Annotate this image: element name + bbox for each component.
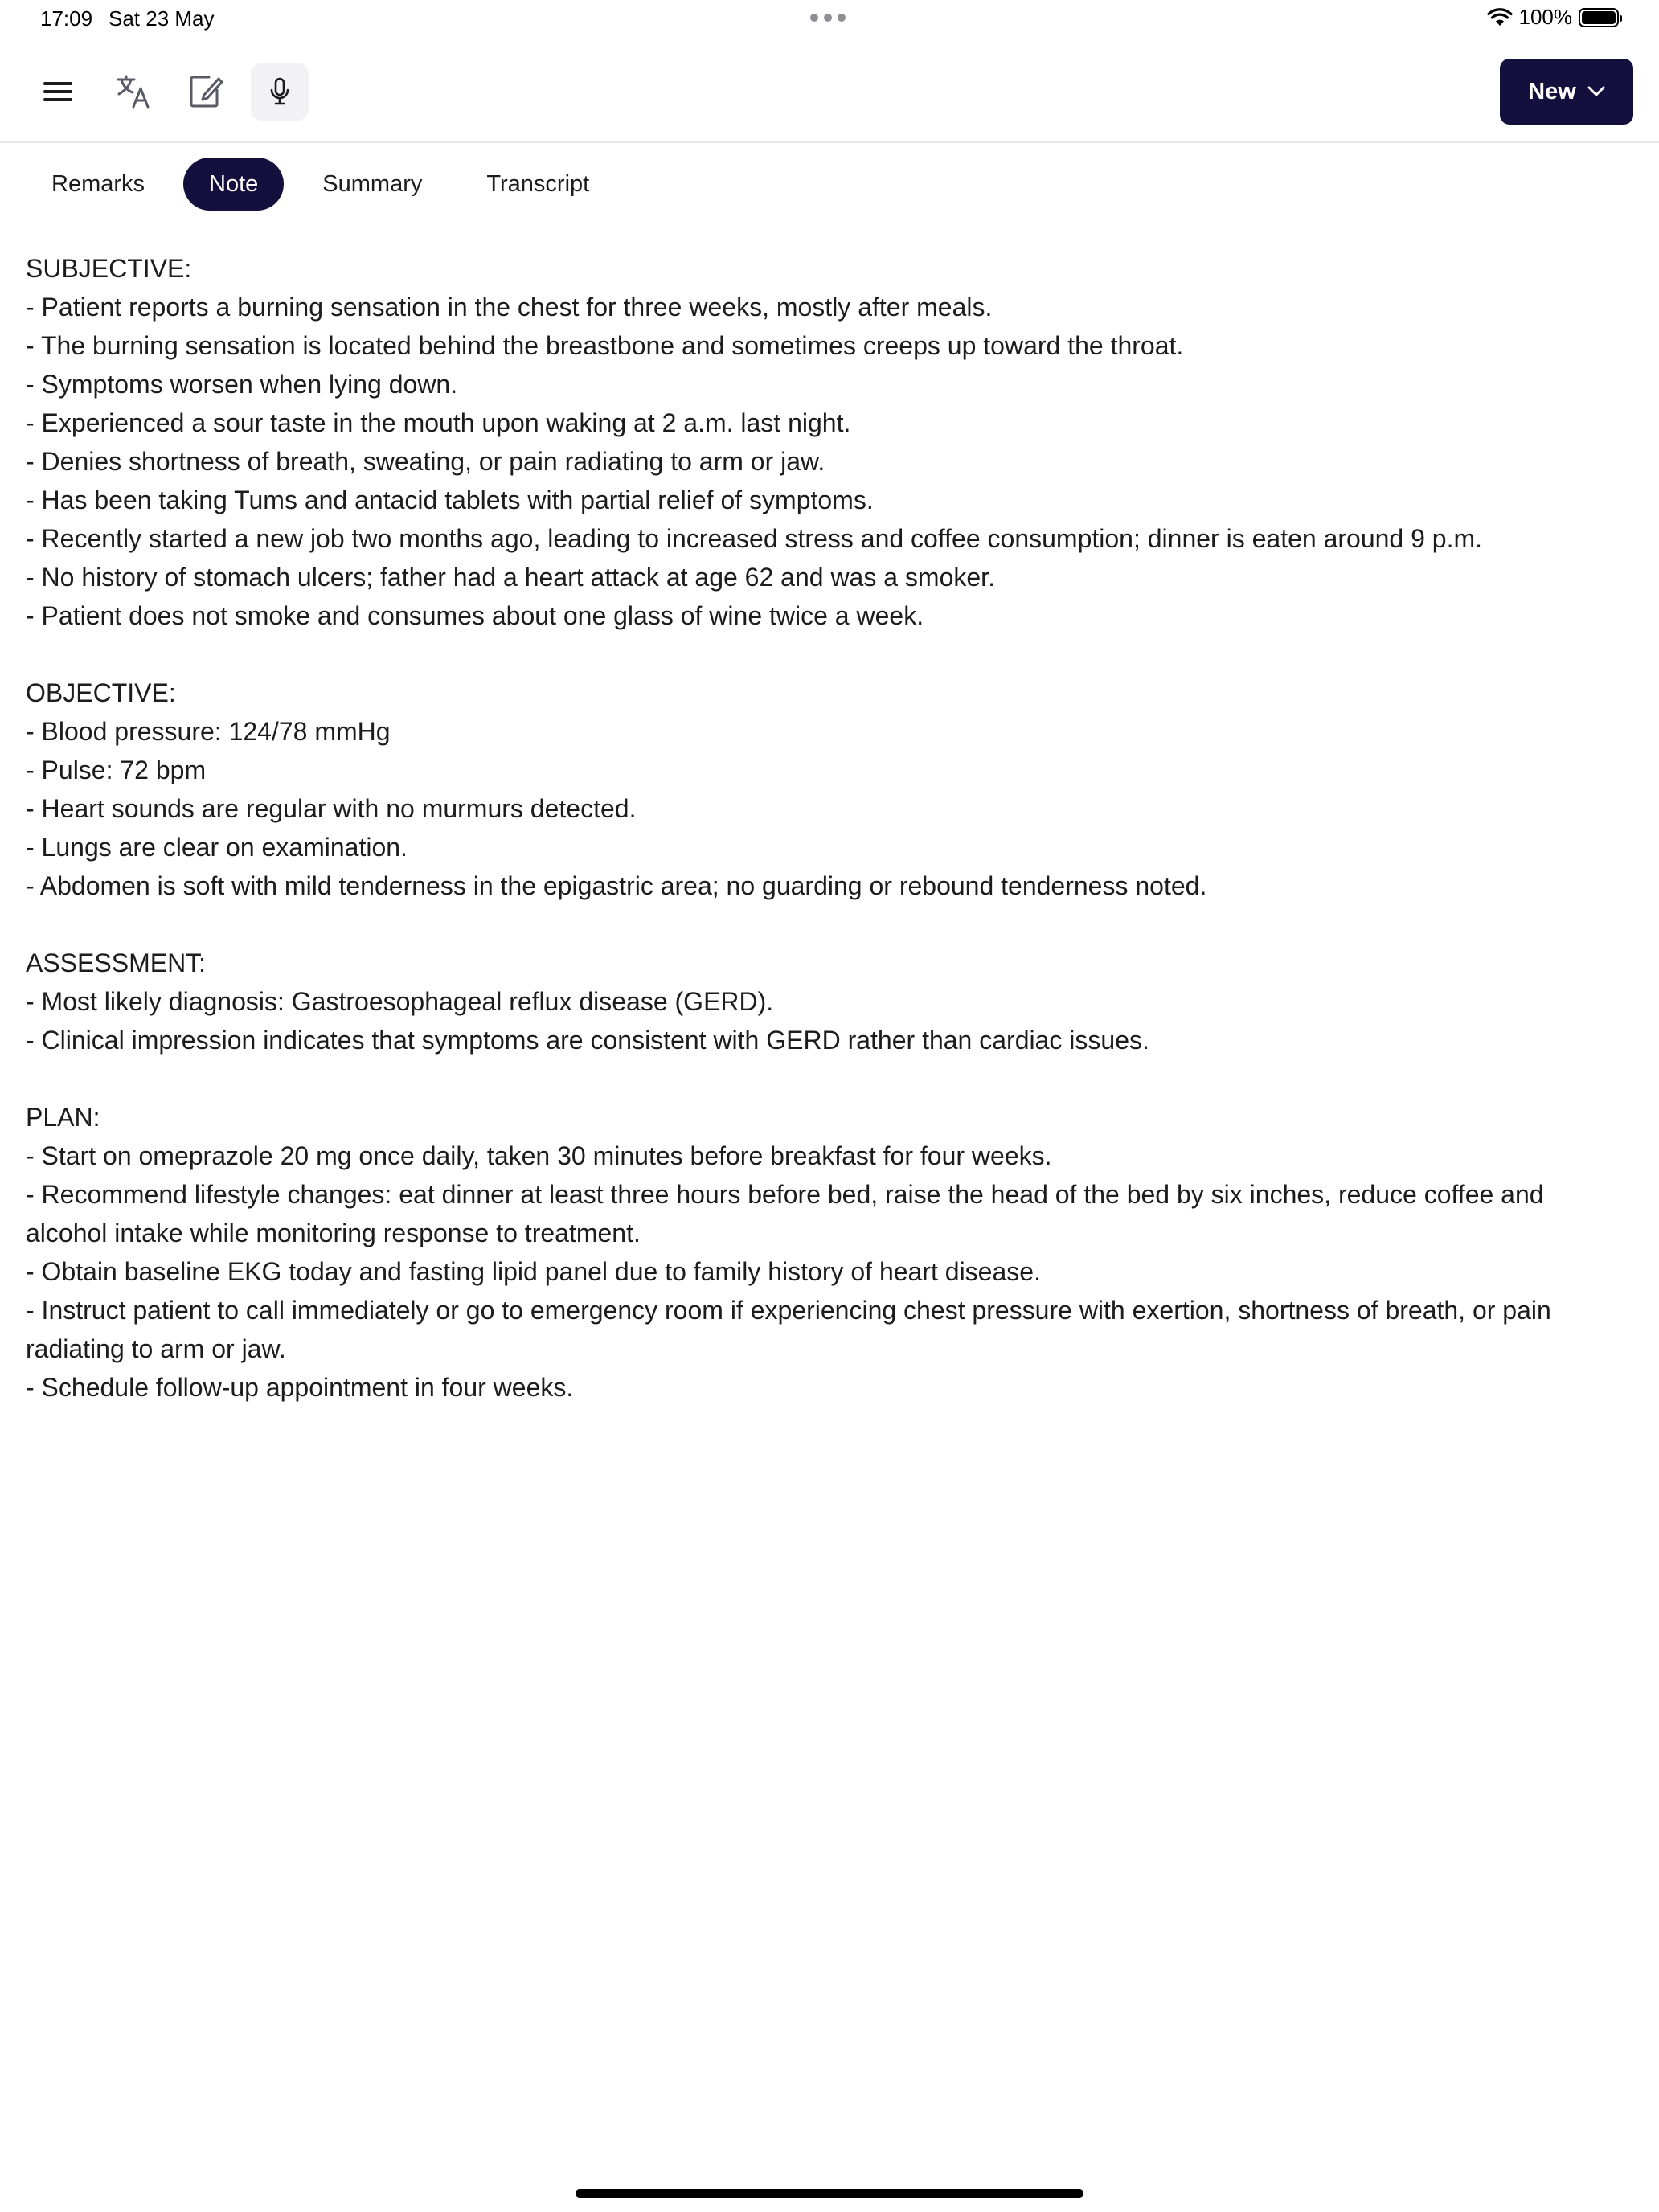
section-objective [26, 674, 1625, 905]
note-line: - Start on omeprazole 20 mg once daily, taken 30 minutes before breakfast for four weeks. [26, 1141, 1052, 1170]
tab-note[interactable]: Note [183, 158, 284, 211]
new-button-label: New [1528, 78, 1576, 104]
battery-icon [1579, 8, 1619, 27]
home-indicator[interactable] [576, 2189, 1083, 2198]
tab-transcript[interactable]: Transcript [486, 170, 590, 197]
chevron-down-icon [1587, 86, 1605, 97]
status-time: 17:09 [40, 6, 93, 31]
battery-percentage: 100% [1518, 5, 1572, 29]
note-line: - Patient reports a burning sensation in the chest for three weeks, mostly after meals. [26, 293, 993, 322]
wifi-icon [1487, 8, 1513, 27]
note-line: - Pulse: 72 bpm [26, 756, 207, 784]
note-line: - Instruct patient to call immediately or go to emergency room if experiencing chest pressure with exertion, shortness of breath, or pain radiating to arm or jaw. [26, 1296, 1551, 1363]
top-toolbar [0, 42, 1659, 143]
status-date: Sat 23 May [109, 6, 215, 31]
tab-summary[interactable]: Summary [322, 170, 423, 197]
note-line: - Abdomen is soft with mild tenderness in the epigastric area; no guarding or rebound tenderness noted. [26, 871, 1207, 900]
compose-edit-icon[interactable] [177, 63, 235, 121]
note-line: - Lungs are clear on examination. [26, 833, 408, 862]
note-line: - Patient does not smoke and consumes about one glass of wine twice a week. [26, 601, 924, 630]
note-line: - Recommend lifestyle changes: eat dinner at least three hours before bed, raise the head of the bed by six inches, reduce coffee and alcohol intake while monitoring response to treatment. [26, 1180, 1544, 1247]
status-indicators [1487, 5, 1620, 30]
microphone-icon[interactable] [251, 63, 309, 121]
section-heading: ASSESSMENT: [26, 948, 207, 977]
tab-bar [26, 158, 628, 211]
note-line: - Obtain baseline EKG today and fasting lipid panel due to family history of heart disease. [26, 1257, 1041, 1286]
note-line: - Experienced a sour taste in the mouth upon waking at 2 a.m. last night. [26, 408, 851, 437]
note-line: - Heart sounds are regular with no murmurs detected. [26, 794, 637, 823]
section-subjective [26, 249, 1625, 635]
new-button[interactable] [1500, 59, 1633, 125]
tab-remarks[interactable]: Remarks [51, 170, 145, 197]
note-line: - The burning sensation is located behind the breastbone and sometimes creeps up toward the throat. [26, 331, 1184, 360]
hamburger-menu-icon[interactable] [29, 63, 87, 121]
section-heading: SUBJECTIVE: [26, 254, 192, 283]
note-line: - Denies shortness of breath, sweating, or pain radiating to arm or jaw. [26, 447, 825, 476]
note-line: - Clinical impression indicates that symptoms are consistent with GERD rather than cardiac issues. [26, 1026, 1149, 1055]
note-line: - Blood pressure: 124/78 mmHg [26, 717, 391, 746]
section-plan [26, 1098, 1625, 1407]
multitasking-dots-icon[interactable] [810, 14, 846, 22]
section-heading: PLAN: [26, 1103, 100, 1132]
note-content[interactable] [26, 249, 1625, 1445]
status-bar [0, 0, 1659, 39]
translate-icon[interactable] [104, 63, 162, 121]
note-line: - No history of stomach ulcers; father had a heart attack at age 62 and was a smoker. [26, 563, 995, 592]
note-line: - Most likely diagnosis: Gastroesophageal reflux disease (GERD). [26, 987, 774, 1016]
note-line: - Schedule follow-up appointment in four weeks. [26, 1373, 574, 1402]
note-line: - Recently started a new job two months ago, leading to increased stress and coffee consumption; dinner is eaten around 9 p.m. [26, 524, 1483, 553]
note-line: - Symptoms worsen when lying down. [26, 370, 458, 399]
section-heading: OBJECTIVE: [26, 678, 176, 707]
section-assessment [26, 944, 1625, 1059]
note-line: - Has been taking Tums and antacid tablets with partial relief of symptoms. [26, 485, 874, 514]
